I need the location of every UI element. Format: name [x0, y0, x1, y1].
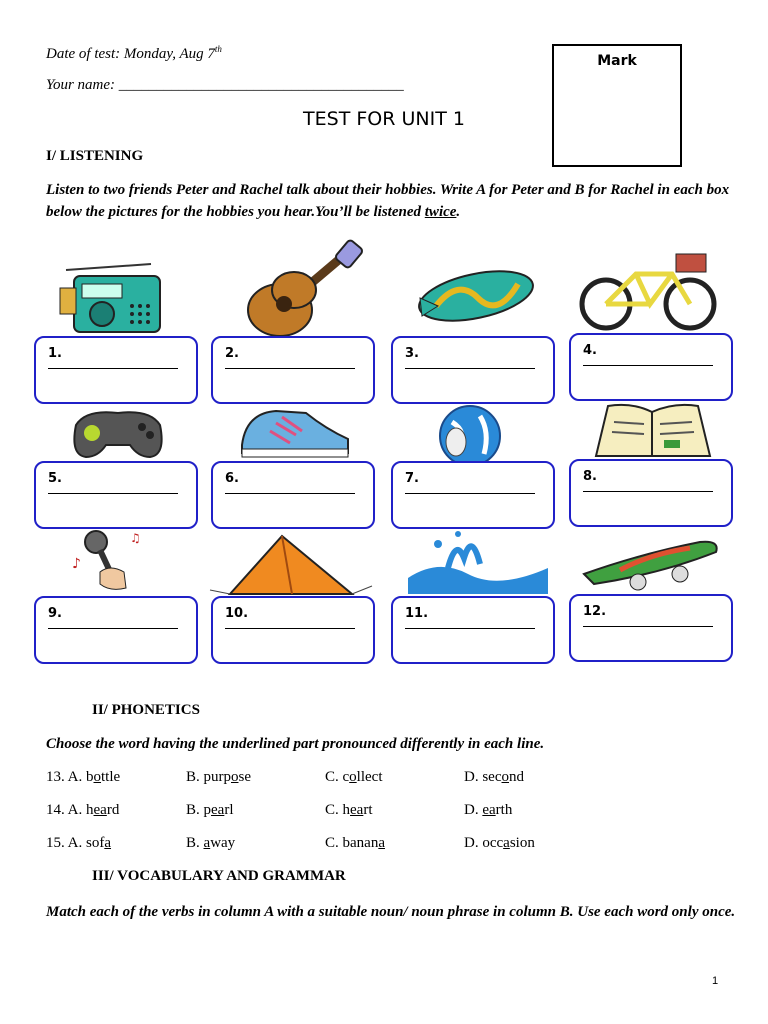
phonetics-option[interactable] — [325, 802, 373, 819]
option-text: 14. A. h — [46, 802, 94, 818]
page-number: 1 — [712, 975, 719, 987]
name-blank[interactable]: ______________________________________ — [118, 77, 404, 93]
option-text: rd — [106, 802, 120, 818]
surfboard-icon — [408, 258, 538, 338]
phonetics-option[interactable] — [186, 835, 235, 852]
mark-box — [552, 44, 682, 167]
phonetics-option[interactable] — [186, 802, 234, 819]
phonetics-option[interactable] — [46, 802, 119, 819]
answer-box-11[interactable] — [391, 596, 555, 664]
phonetics-option[interactable] — [46, 835, 111, 852]
phonetics-instruction: Choose the word having the underlined part pronounced differently in each line. — [46, 736, 545, 752]
microphone-icon — [70, 528, 150, 594]
underlined-part: a — [503, 835, 510, 851]
svg-text:♪: ♪ — [72, 556, 81, 572]
phonetics-heading: II/ PHONETICS — [92, 702, 200, 718]
instruction-end: . — [456, 204, 461, 220]
answer-box-3[interactable] — [391, 336, 555, 404]
mark-label: Mark — [597, 53, 637, 69]
option-text: D. sec — [464, 769, 502, 785]
answer-line[interactable] — [583, 365, 713, 366]
underlined-part: ea — [482, 802, 496, 818]
instruction-twice: twice — [424, 204, 457, 220]
bicycle-icon — [578, 248, 718, 334]
answer-box-12[interactable] — [569, 594, 733, 662]
option-text: rth — [495, 802, 513, 818]
underlined-part: ea — [350, 802, 364, 818]
vocab-heading: III/ VOCABULARY AND GRAMMAR — [92, 868, 346, 884]
answer-box-7[interactable] — [391, 461, 555, 529]
answer-line[interactable] — [405, 628, 535, 629]
answer-line[interactable] — [48, 368, 178, 369]
listening-heading: I/ LISTENING — [46, 148, 144, 164]
box-number: 11. — [405, 606, 429, 621]
option-text: llect — [356, 769, 383, 785]
box-number: 6. — [225, 471, 239, 486]
option-text: C. c — [325, 769, 350, 785]
vocab-instruction: Match each of the verbs in column A with a suitable noun/ noun phrase in column B. Use each word only once. — [46, 904, 736, 920]
answer-line[interactable] — [583, 491, 713, 492]
date-text: Date of test: Monday, Aug 7 — [46, 46, 215, 62]
option-text: C. banan — [325, 835, 379, 851]
svg-text:♫: ♫ — [130, 531, 141, 545]
option-text: B. p — [186, 802, 212, 818]
answer-box-4[interactable] — [569, 333, 733, 401]
phonetics-option[interactable] — [464, 769, 524, 786]
option-text: way — [210, 835, 236, 851]
answer-line[interactable] — [583, 626, 713, 627]
underlined-part: ea — [93, 802, 107, 818]
box-number: 12. — [583, 604, 607, 619]
answer-line[interactable] — [225, 628, 355, 629]
underlined-part: o — [501, 769, 509, 785]
box-number: 4. — [583, 343, 597, 358]
box-number: 3. — [405, 346, 419, 361]
radio-icon — [56, 258, 166, 338]
option-text: D. — [464, 802, 483, 818]
option-text: rt — [363, 802, 373, 818]
underlined-part: o — [231, 769, 239, 785]
option-text: B. purp — [186, 769, 231, 785]
underlined-part: o — [93, 769, 102, 785]
guitar-icon — [236, 238, 366, 338]
option-text: nd — [509, 769, 524, 785]
option-text: sion — [509, 835, 535, 851]
answer-line[interactable] — [405, 493, 535, 494]
answer-line[interactable] — [405, 368, 535, 369]
answer-box-6[interactable] — [211, 461, 375, 529]
box-number: 10. — [225, 606, 249, 621]
name-label: Your name: — [46, 77, 119, 93]
answer-box-8[interactable] — [569, 459, 733, 527]
instruction-text: Listen to two friends Peter and Rachel talk about their hobbies. Write A for Peter and B for Rachel in each box below the pictures for the hobbies you hear.You’ll be listened — [46, 182, 730, 220]
answer-line[interactable] — [225, 368, 355, 369]
gamepad-icon — [66, 405, 170, 463]
box-number: 2. — [225, 346, 239, 361]
underlined-part: a — [203, 835, 211, 851]
answer-box-2[interactable] — [211, 336, 375, 404]
box-number: 8. — [583, 469, 597, 484]
option-text: 15. A. sof — [46, 835, 105, 851]
answer-box-1[interactable] — [34, 336, 198, 404]
answer-line[interactable] — [48, 493, 178, 494]
option-text: rl — [224, 802, 234, 818]
answer-line[interactable] — [225, 493, 355, 494]
option-text: se — [238, 769, 251, 785]
box-number: 5. — [48, 471, 62, 486]
date-superscript: th — [214, 44, 222, 54]
answer-box-9[interactable] — [34, 596, 198, 664]
tent-icon — [206, 530, 376, 596]
phonetics-option[interactable] — [325, 769, 383, 786]
answer-box-5[interactable] — [34, 461, 198, 529]
open-book-icon — [588, 400, 718, 460]
answer-box-10[interactable] — [211, 596, 375, 664]
underlined-part: o — [349, 769, 357, 785]
option-text: C. h — [325, 802, 351, 818]
phonetics-option[interactable] — [46, 769, 120, 786]
skateboard-icon — [580, 534, 722, 594]
phonetics-option[interactable] — [325, 835, 385, 852]
option-text: 13. A. b — [46, 769, 94, 785]
box-number: 7. — [405, 471, 419, 486]
page-title: TEST FOR UNIT 1 — [303, 108, 465, 130]
underlined-part: ea — [211, 802, 225, 818]
sneaker-icon — [236, 405, 356, 461]
underlined-part: a — [104, 835, 112, 851]
phonetics-option[interactable] — [464, 835, 535, 852]
listening-instruction — [46, 179, 736, 223]
answer-line[interactable] — [48, 628, 178, 629]
box-number: 1. — [48, 346, 62, 361]
water-splash-icon — [408, 528, 548, 594]
option-text: B. — [186, 835, 204, 851]
box-number: 9. — [48, 606, 62, 621]
phonetics-option[interactable] — [464, 802, 512, 819]
option-text: D. occ — [464, 835, 504, 851]
name-line — [46, 77, 404, 94]
globe-mouse-icon — [428, 402, 508, 462]
underlined-part: a — [378, 835, 385, 851]
option-text: ttle — [101, 769, 121, 785]
date-of-test — [46, 44, 222, 63]
phonetics-option[interactable] — [186, 769, 251, 786]
